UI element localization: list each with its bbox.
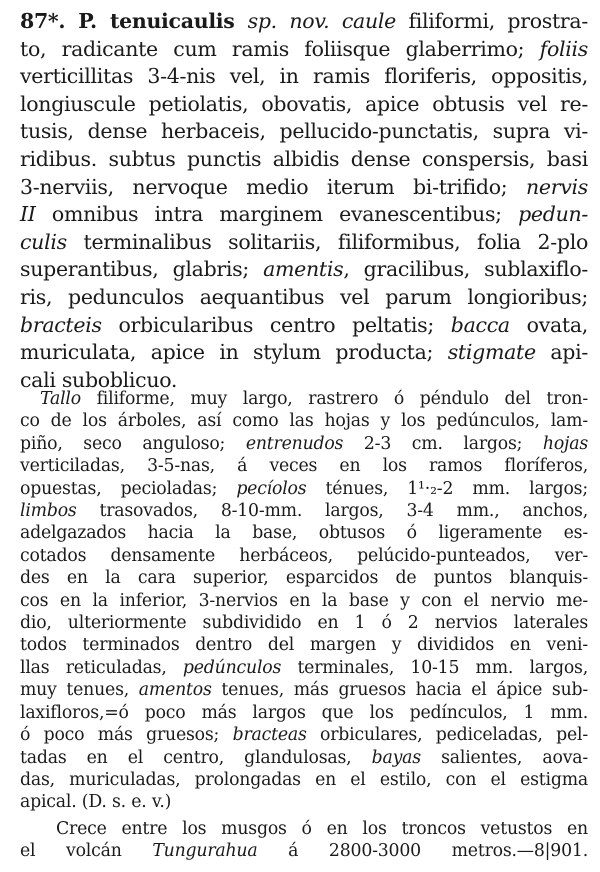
text-line: [20, 146, 588, 174]
text-line: [20, 174, 588, 202]
text-run: apical. (D. s. e. v.): [20, 792, 172, 813]
text-line: [20, 91, 588, 119]
text-run: á 2800-3000 metros.—8|901.: [288, 841, 588, 862]
text-line: [20, 63, 588, 91]
text-run: , gracilibus, sublaxiflo-: [343, 257, 588, 282]
text-run: el volcán: [20, 841, 153, 862]
text-run: ovata,: [526, 312, 588, 337]
text-line: [20, 455, 588, 477]
text-line: [20, 433, 588, 455]
text-run: dio, ulteriormente subdividido en 1 ó 2 nervios laterales: [20, 613, 588, 634]
text-line: [20, 36, 588, 64]
italic-term: Tallo: [40, 389, 97, 409]
habitat-note: [20, 818, 588, 863]
text-run: des en la cara superior, esparcidos de puntos blanquis-: [20, 568, 588, 589]
text-line: [20, 500, 588, 522]
text-run: cali suboblicuo.: [20, 367, 178, 392]
italic-term: foliis: [539, 36, 588, 61]
text-line: [20, 118, 588, 146]
italic-term: II: [20, 202, 52, 227]
italic-term: pedun-: [518, 202, 589, 227]
text-run: opuestas, pecioladas;: [20, 478, 237, 499]
text-run: 3-nerviis, nervoque medio iterum bi-trifido;: [20, 174, 526, 199]
italic-term: bracteas: [232, 725, 321, 746]
text-line: [20, 634, 588, 656]
text-run: omnibus intra marginem evanescentibus;: [51, 202, 519, 227]
text-line: [20, 702, 588, 724]
text-run: filiformi, prostra-: [408, 9, 588, 33]
text-run: muy tenues,: [20, 680, 139, 701]
latin-description: [20, 8, 588, 394]
text-run: ó poco más gruesos;: [20, 725, 233, 746]
text-line: [20, 339, 588, 367]
text-line: [20, 545, 588, 567]
text-run: ridibus. subtus punctis albidis dense conspersis, basi: [20, 146, 588, 171]
species-heading: 87*. P. tenuicaulis: [20, 9, 248, 33]
text-run: to, radicante cum ramis foliisque glaberrimo;: [20, 36, 540, 61]
text-run: terminalibus solitariis, filiformibus, folia 2-plo: [83, 229, 588, 254]
italic-term: hojas: [542, 433, 588, 454]
text-run: orbiculares, pediceladas, pel-: [320, 725, 588, 746]
italic-term: bayas: [371, 747, 442, 768]
text-line: [20, 769, 588, 791]
text-run: cotados densamente herbáceos, pelúcido-punteados, ver-: [20, 545, 588, 566]
text-run: cos en la inferior, 3-nervios en la base y con el nervio me-: [20, 590, 588, 611]
text-line: [20, 478, 588, 500]
text-line: [20, 312, 588, 340]
text-run: todos terminados dentro del margen y divididos en veni-: [20, 635, 588, 656]
text-run: tenues, más gruesos hacia el ápice sub-: [221, 680, 588, 701]
text-run: llas reticuladas,: [20, 657, 183, 678]
text-line: [20, 840, 588, 862]
text-line: [20, 201, 588, 229]
text-line: [20, 747, 588, 769]
spanish-description: [20, 388, 588, 814]
italic-term: pecíolos: [236, 478, 326, 499]
text-run: tadas en el centro, glandulosas,: [20, 747, 372, 768]
text-line: [20, 8, 588, 36]
text-line: [20, 256, 588, 284]
text-run: longiuscule petiolatis, obovatis, apice obtusis vel re-: [20, 91, 588, 116]
italic-term: amentos: [138, 680, 222, 701]
italic-term: amentis: [263, 257, 344, 282]
text-run: terminales, 10-15 mm. largos,: [297, 657, 588, 678]
text-run: api-: [550, 340, 588, 365]
text-run: laxifloros,=ó poco más largos que los pedínculos, 1 mm.: [20, 702, 588, 723]
italic-term: culis: [20, 229, 84, 254]
text-run: adelgazados hacia la base, obtusos ó ligeramente es-: [20, 523, 588, 544]
text-run: verticiladas, 3-5-nas, á veces en los ramos floríferos,: [20, 456, 588, 477]
text-run: filiforme, muy largo, rastrero ó péndulo del tron-: [96, 389, 588, 409]
text-run: das, muriculadas, prolongadas en el estilo, con el estigma: [20, 769, 588, 790]
text-line: [20, 590, 588, 612]
text-run: salientes, aova-: [441, 747, 589, 768]
text-line: [20, 791, 588, 813]
text-line: [20, 522, 588, 544]
text-line: [20, 612, 588, 634]
text-run: superantibus, glabris;: [20, 257, 264, 282]
italic-term: bacca: [450, 312, 527, 337]
text-line: [20, 567, 588, 589]
italic-term: Tungurahua: [152, 841, 289, 862]
italic-term: limbos: [20, 501, 100, 522]
text-run: trasovados, 8-10-mm. largos, 3-4 mm., anchos,: [99, 501, 588, 522]
italic-term: pedúnculos: [182, 657, 298, 678]
text-line: [20, 818, 588, 840]
text-run: verticillitas 3-4-nis vel, in ramis floriferis, oppositis,: [20, 64, 588, 89]
text-run: ris, pedunculos aequantibus vel parum longioribus;: [20, 284, 588, 309]
text-run: ténues, 1¹·₂-2 mm. largos;: [325, 478, 588, 499]
italic-term: bracteis: [20, 312, 119, 337]
text-line: [20, 657, 588, 679]
text-line: [20, 410, 588, 432]
italic-term: nervis: [526, 174, 588, 199]
text-line: [20, 229, 588, 257]
text-run: tusis, dense herbaceis, pellucido-punctatis, supra vi-: [20, 119, 588, 144]
italic-term: stigmate: [447, 340, 551, 365]
text-run: muriculata, apice in stylum producta;: [20, 340, 448, 365]
text-run: co de los árboles, así como las hojas y los pedúnculos, lam-: [20, 411, 588, 432]
text-line: [20, 388, 588, 410]
text-run: piño, seco anguloso;: [20, 433, 246, 454]
text-run: Crece entre los musgos ó en los troncos vetustos en: [56, 819, 588, 839]
text-run: 2-3 cm. largos;: [363, 433, 543, 454]
text-line: [20, 679, 588, 701]
text-line: [20, 724, 588, 746]
italic-term: entrenudos: [245, 433, 364, 454]
text-run: orbicularibus centro peltatis;: [118, 312, 451, 337]
italic-term: sp. nov. caule: [247, 9, 409, 33]
text-line: [20, 284, 588, 312]
